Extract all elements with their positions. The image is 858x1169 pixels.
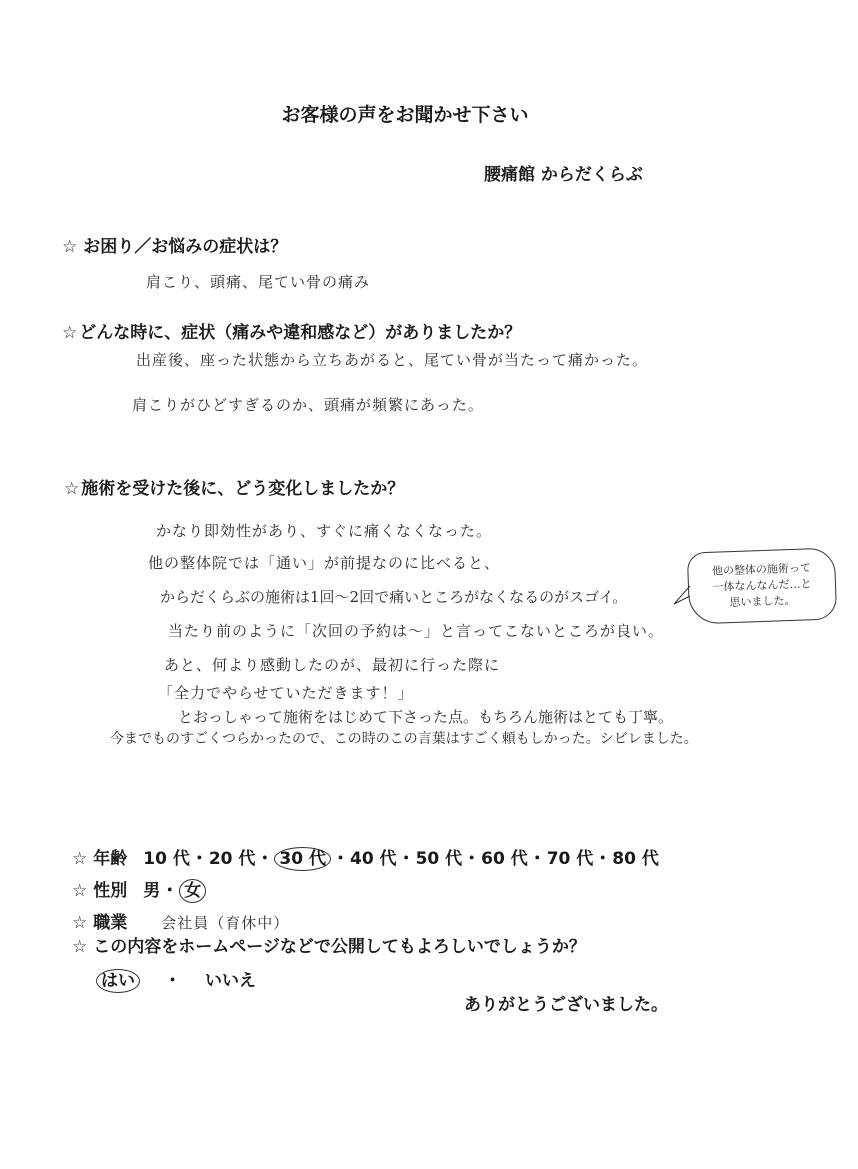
shop-name: 腰痛館 からだくらぶ [484,165,643,185]
gender-row: ☆ 性別 男・ 女 [72,876,206,901]
note-line: 一体なんなんだ…と [712,577,812,594]
star-icon: ☆ [72,913,88,933]
age-option[interactable]: 10 代 [143,849,190,869]
star-icon: ☆ [72,849,88,869]
age-option[interactable]: 80 代 [612,849,659,869]
answer-change-line: 今までものすごくつらかったので、この時のこの言葉はすごく頼もしかった。シビレました。 [110,731,698,747]
option-separator: ・ [164,971,181,991]
publish-question-text: この内容をホームページなどで公開してもよろしいでしょうか？ [93,937,586,957]
thanks-text: ありがとうございました。 [464,995,668,1015]
age-option[interactable]: 20 代 [208,849,256,869]
age-row: ☆ 年齢 10 代・20 代・ 30 代 ・40 代・50 代・60 代・70 代・80 代 [72,849,659,869]
age-label: 年齢 [93,849,128,869]
speech-bubble-note [687,547,837,624]
note-line: 他の整体の施術って [711,561,812,578]
age-option[interactable]: 60 代 [481,849,528,869]
question-change-text: 施術を受けた後に、どう変化しましたか？ [81,479,405,499]
age-option[interactable]: 40 代 [349,849,397,869]
answer-change-line: 「全力でやらせていただきます！」 [158,684,414,702]
note-line: 思いました。 [729,593,796,610]
gender-option-female-selected[interactable]: 女 [179,879,206,903]
star-icon: ☆ [72,881,88,901]
job-row [72,908,289,933]
answer-when-line: 肩こりがひどすぎるのか、頭痛が頻繁にあった。 [132,396,484,414]
publish-options [96,966,256,991]
star-icon: ☆ [72,937,88,957]
age-option[interactable]: 70 代 [546,849,594,869]
publish-no[interactable]: いいえ [205,971,256,991]
answer-change-line: とおっしゃって施術をはじめて下さった点。もちろん施術はとても丁寧。 [178,708,674,726]
gender-label: 性別 [93,881,128,901]
star-icon: ☆ [62,323,78,343]
age-option[interactable]: 50 代 [415,849,463,869]
answer-change-line: 当たり前のように「次回の予約は～」と言ってこないところが良い。 [168,622,665,640]
answer-when-line: 出産後、座った状態から立ちあがると、尾てい骨が当たって痛かった。 [136,351,649,369]
gender-option-male[interactable]: 男 [143,881,161,901]
publish-question [72,932,586,957]
age-option-selected[interactable]: 30 代 [274,847,331,871]
question-when-text: どんな時に、症状（痛みや違和感など）がありましたか？ [79,323,522,343]
question-when [62,318,521,343]
job-value: 会社員（育休中） [161,914,290,932]
answer-change-line: あと、何より感動したのが、最初に行った際に [164,656,501,674]
answer-change-line: 他の整体院では「通い」が前提なのに比べると、 [148,554,501,572]
star-icon: ☆ [64,479,80,499]
answer-symptoms: 肩こり、頭痛、尾てい骨の痛み [146,273,371,291]
question-symptoms-text: お困り／お悩みの症状は？ [83,237,288,257]
star-icon: ☆ [62,237,78,257]
publish-yes-selected[interactable]: はい [96,969,140,993]
question-change [64,474,404,499]
job-label: 職業 [93,913,128,933]
question-symptoms [62,232,287,257]
form-title: お客様の声をお聞かせ下さい [281,104,529,126]
answer-change-line: かなり即効性があり、すぐに痛くなくなった。 [156,522,493,540]
answer-change-line: からだくらぶの施術は1回～2回で痛いところがなくなるのがスゴイ。 [160,588,628,606]
